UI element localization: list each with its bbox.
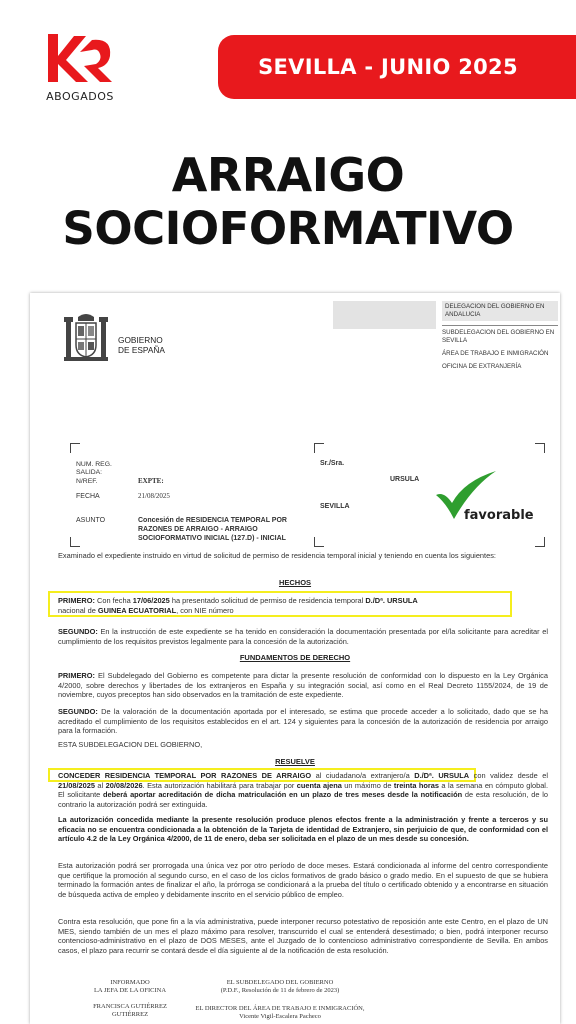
expte-label: EXPTE:: [138, 477, 164, 485]
recipient-title: Sr./Sra.: [320, 460, 345, 467]
registry-block: [76, 461, 112, 486]
conceder-text7: de esta resolución, de lo contrario la autorización podrá ser extinguida.: [58, 790, 549, 809]
gobierno-line1: GOBIERNO: [118, 335, 163, 345]
intro-text: Examinado el expediente instruido en virtud de solicitud de permiso de residencia temporal inicial y teniendo en cuenta los siguientes:: [58, 551, 496, 560]
esta-subdelegacion: ESTA SUBDELEGACION DEL GOBIERNO,: [58, 740, 203, 749]
primero-date: 17/06/2025: [132, 596, 170, 605]
primero-fund-text: El Subdelegado del Gobierno es competente para dictar la presente resolución de conformidad con lo dispuesto en la Ley Orgánica 4/2000, sobre derechos y libertades de los extranjeros en España y su integración social, así como en el Real Decreto 1155/2024, de 19 de noviembre, cuyos preceptos han sido observados en la tramitación de este expediente.: [58, 671, 548, 700]
salida-label: SALIDA:: [76, 469, 103, 477]
segundo-fund-label: SEGUNDO:: [58, 707, 98, 716]
recurso-text: Contra esta resolución, que pone fin a la vía administrativa, puede interponer recurso potestativo de reposición ante este Centro, en el plazo de UN MES, siendo también de un mes el plazo máximo para resolver, transcurrido el cual se entenderá desestimado; o bien, podrá interponer recurso contencioso-administrativo en el plazo de DOS MESES, ante el Juzgado de lo contencioso administrativo correspondiente de Sevilla. En ambos casos, el plazo para recurrir se contará desde el día siguiente al de la notificación de esta resolución.: [58, 917, 548, 955]
conceder-text4: . Esta autorización habilitará para trabajar por: [142, 780, 297, 790]
header-grey-box: [333, 301, 436, 329]
signature-right-name: [180, 1005, 380, 1021]
recipient-name: URSULA: [390, 476, 420, 483]
conceder-text1: al ciudadano/a extranjero/a: [311, 771, 415, 780]
primero-country: GUINEA ECUATORIAL: [97, 605, 177, 615]
conceder-bold1: CONCEDER RESIDENCIA TEMPORAL POR RAZONES DE ARRAIGO: [58, 771, 312, 780]
nref-label: N/REF.: [76, 477, 98, 485]
gobierno-de-espana: [118, 335, 165, 356]
gobierno-line2: DE ESPAÑA: [118, 345, 165, 356]
primero-hechos: [58, 596, 548, 615]
signature-left-title: [70, 979, 190, 995]
fecha-label: FECHA: [76, 493, 100, 500]
banner-text: SEVILLA - JUNIO 2025: [258, 55, 518, 79]
primero-name: D./Dª. URSULA: [365, 596, 418, 605]
page-title-line1: ARRAIGO: [171, 148, 405, 202]
conceder-date2: 20/08/2026: [105, 780, 143, 790]
conceder-text3: al: [95, 780, 106, 790]
conceder-date1: 21/08/2025: [58, 780, 95, 790]
fecha-value: 21/08/2025: [138, 492, 170, 500]
signature-right-title: [180, 979, 380, 995]
primero-part2: ha presentado solicitud de permiso de residencia temporal: [169, 596, 366, 605]
conceder-text6: a la semana en cómputo global. El solicitante: [58, 780, 549, 800]
fundamentos-heading: FUNDAMENTOS DE DERECHO: [239, 653, 351, 662]
primero-part3: nacional de: [58, 605, 98, 615]
office-column: [442, 301, 558, 371]
sig-right-title1: EL SUBDELEGADO DEL GOBIERNO: [226, 979, 334, 986]
subdelegacion-label: SUBDELEGACION DEL GOBIERNO EN SEVILLA: [442, 329, 555, 345]
resuelve-heading: RESUELVE: [275, 757, 315, 766]
segundo-hechos-text: En la instrucción de este expediente se ha tenido en consideración la documentación presentada por el/la solicitante para acreditar el cumplimiento de los requisitos previstos legalmente para la concesión de la autorización.: [58, 627, 548, 646]
conceder-text2: con validez desde el: [469, 771, 549, 780]
resolution-document: [30, 293, 560, 1024]
segundo-fund-text: De la valoración de la documentación aportada por el interesado, se estima que procede acceder a lo solicitado, dado que se ha acreditado el cumplimiento de los requisitos establecidos en el art. 124 y siguientes para la concesión de la autorización de residencia por arraigo para la formación.: [58, 707, 548, 736]
sig-right-title2: (P.D.F., Resolución de 11 de febrero de 2023): [220, 987, 340, 995]
primero-label: PRIMERO:: [58, 596, 95, 605]
primero-fundamentos: [58, 671, 548, 700]
oficina-label: OFICINA DE EXTRANJERÍA: [442, 363, 522, 371]
segundo-hechos: [58, 627, 548, 646]
primero-fund-label: PRIMERO:: [58, 671, 95, 680]
prorroga-text: Esta autorización podrá ser prorrogada una única vez por otro período de doce meses. Estará condicionada al informe del centro correspondiente que certifique la promoción al segundo curso, en el caso de los ciclos formativos de grado básico o grado medio. En el supuesto de que se hubiera terminado la formación antes de finalizar el año, la prórroga se condicionará a la prueba del título o certificado obtenido y a encontrarse en situación de búsqueda activa de empleo y debidamente inscrito en el servicio público de empleo.: [58, 861, 548, 899]
sig-left-name1: FRANCISCA GUTIÉRREZ: [93, 1003, 167, 1010]
num-reg-label: NUM. REG.: [76, 461, 112, 468]
conceder-bold2: cuenta ajena: [296, 780, 342, 790]
delegacion-label: DELEGACION DEL GOBIERNO EN ANDALUCIA: [442, 301, 558, 321]
sig-left-title1: INFORMADO: [110, 979, 150, 986]
autorizacion-bold: La autorización concedida mediante la presente resolución produce plenos efectos frente a la administración y frente a terceros y su eficacia no se encuentra condicionada a la obtención de la Tarjeta de identidad de Extranjero, sin perjuicio de que, de conformidad con el artículo 4.2 de la Ley Orgánica 4/2000, de 11 de enero, deba ser solicitada en el plazo de un mes desde su concesión.: [58, 815, 548, 844]
autorizacion-text: [58, 815, 548, 844]
area-label: ÁREA DE TRABAJO E INMIGRACIÓN: [442, 350, 549, 358]
conceder-text: [58, 771, 548, 810]
spain-coat-of-arms-icon: [60, 311, 112, 365]
hechos-heading: HECHOS: [278, 578, 312, 587]
sig-right-name2: Vicente Vigil-Escalera Pacheco: [239, 1013, 321, 1021]
conceder-bold3: treinta horas: [393, 780, 439, 790]
conceder-text5: un máximo de: [341, 780, 394, 790]
signature-left-name: [70, 1003, 190, 1019]
asunto-label: ASUNTO: [76, 517, 106, 524]
conceder-name: D./Dª. URSULA: [414, 771, 470, 780]
kr-logo-mark: [44, 30, 116, 86]
kr-logo: [40, 30, 120, 110]
recipient-city: SEVILLA: [320, 503, 350, 510]
primero-part1: Con fecha: [94, 596, 133, 605]
logo-text: ABOGADOS: [46, 90, 114, 103]
location-date-banner: [218, 35, 576, 99]
conceder-bold4: deberá aportar acreditación de dicha matriculación en un plazo de tres meses desde la notificación: [103, 790, 463, 800]
asunto-value: Concesión de RESIDENCIA TEMPORAL POR RAZONES DE ARRAIGO - ARRAIGO SOCIOFORMATIVO INICIAL (127.D) - INICIAL: [138, 517, 287, 543]
primero-part4: , con NIE número: [176, 605, 234, 615]
sig-left-title2: LA JEFA DE LA OFICINA: [93, 987, 167, 995]
page-title-line2: SOCIOFORMATIVO: [62, 202, 514, 255]
favorable-stamp: favorable: [464, 508, 534, 523]
segundo-hechos-label: SEGUNDO:: [58, 627, 98, 636]
segundo-fundamentos: [58, 707, 548, 736]
sig-right-name1: EL DIRECTOR DEL ÁREA DE TRABAJO E INMIGRACIÓN,: [195, 1005, 365, 1012]
sig-left-name2: GUTIÉRREZ: [111, 1011, 149, 1019]
